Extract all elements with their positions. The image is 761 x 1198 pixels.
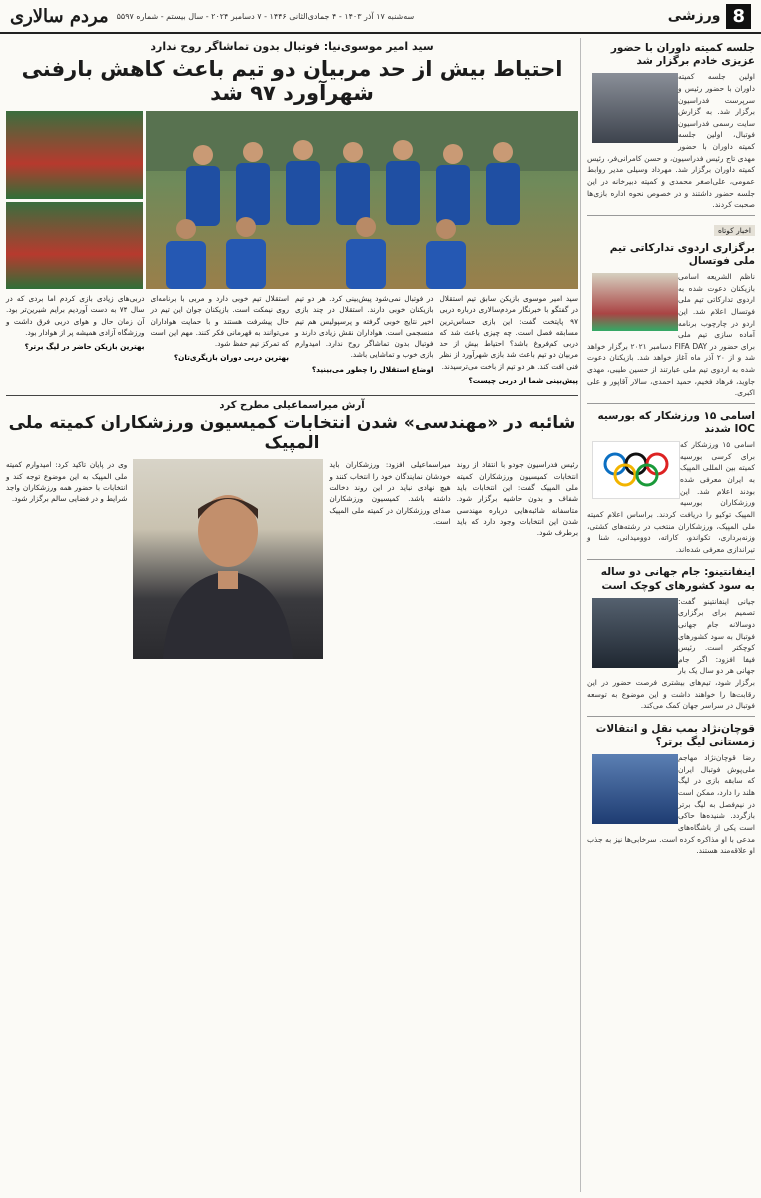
sidebar-story-title: برگزاری اردوی تدارکاتی تیم ملی فوتسال [609,241,755,267]
article-column [6,459,127,659]
portrait-photo [133,459,323,659]
sidebar-story-title: اسامی ۱۵ ورزشکار که بورسیه IOC شدند [597,409,755,435]
interview-question: بهترین دربی دوران بازیگری‌تان؟ [173,353,289,363]
article-column [329,459,450,659]
article-paragraph: میراسماعیلی افزود: ورزشکاران باید خودشان نمایندگان خود را انتخاب کنند و هیچ نهادی نباید در این روند دخالت داشته باشد. کمیسیون ورزشکاران صدای ورزشکاران در کمیته ملی المپیک است. [329,460,451,526]
article-kicker: سید امیر موسوی‌نیا: فوتبال بدون تماشاگر روح ندارد [150,40,434,53]
sidebar-story-text: ناظم الشریعه اسامی بازیکنان دعوت شده به اردوی تدارکاتی تیم ملی فوتسال اعلام شد. این اردو در چارچوب برنامه آماده سازی تیم ملی برای حضور در FIFA DAY دسامبر ۲۰۲۱ برگزار خواهد شد و از ۲۰ آذر ماه آغاز خواهد شد. بازیکنان دعوت شده به اردوی تیم ملی عبارتند از حسین طیبی، مهدی جاوید، فرهاد فخیم، حمید احمدی، سالار آقاپور و علی اکبری. [587,272,756,398]
sidebar-story-photo [592,598,678,668]
article-paragraph: دربی‌های زیادی بازی کردم اما بردی که در سال ۷۴ به دست آوردیم برایم شیرین‌تر بود. آن زمان حال و هوای دربی فرق داشت و ورزشگاه آزادی همیشه پر از هوادار بود. [6,294,145,337]
sidebar-story-title: جلسه کمیته داوران با حضور عزیزی خادم برگزار شد [610,42,755,68]
sidebar-story-title: اینفانتینو: جام جهانی دو ساله به سود کشورهای کوچک است [600,566,755,592]
team-photo-red [6,202,143,290]
news-brief-box [587,215,755,399]
news-brief-tag: اخبار کوتاه [714,225,755,236]
interview-question: اوضاع استقلال را چطور می‌بینید؟ [311,364,434,374]
olympic-rings-icon [593,442,679,498]
article-columns [6,293,578,389]
news-brief-box [587,559,755,712]
article-paragraph: سید امیر موسوی بازیکن سابق تیم استقلال در گفتگو با خبرنگار مردم‌سالاری درباره دربی ۹۷ پایتخت گفت: این بازی حساس‌ترین مسابقه فصل است. چه چیزی باعث شد که دربی کم‌فروغ باشد؟ احتیاط بیش از حد مربیان دو تیم باعث شد بازی شهرآورد از نظر فنی افت کند. هر دو تیم از باخت می‌ترسیدند. [439,294,578,371]
article-body [6,459,578,659]
sidebar-story-title: قوچان‌نژاد بمب نقل و انتقالات زمستانی لیگ برتر؟ [595,722,755,748]
article-column [457,459,578,659]
sidebar-story-text: اسامی ۱۵ ورزشکار که برای کرسی بورسیه کمیته بین المللی المپیک به ایران معرفی شده بودند اعلام شد. این ورزشکاران بورسیه المپیک توکیو را دریافت کردند. براساس اعلام کمیته ملی المپیک، ورزشکاران منتخب در رشته‌های کشتی، وزنه‌برداری، تکواندو، کاراته، دوومیدانی، شنا و تیراندازی معرفی شده‌اند. [587,440,756,554]
article-paragraph: وی در پایان تاکید کرد: امیدوارم کمیته ملی المپیک به این موضوع توجه کند و انتخابات با حضور همه ورزشکاران واجد شرایط و در فضایی سالم برگزار شود. [6,460,128,504]
article-column [6,293,145,389]
article-paragraph: در فوتبال نمی‌شود پیش‌بینی کرد. هر دو تیم بازیکنان خوبی دارند. استقلال در چند بازی اخیر نتایج خوبی گرفته و پرسپولیس هم تیم منسجمی است. هواداران نقش زیادی دارند و فوتبال بدون تماشاگر روح ندارد. امیدوارم بازی خوب و تماشایی باشد. [295,294,434,360]
sidebar-story-photo [592,273,678,331]
interview-question: بهترین بازیکن حاضر در لیگ برتر؟ [24,342,145,352]
section-name: ورزشی [667,8,721,24]
article-column [440,293,579,389]
article-headline: شائبه در «مهندسی» شدن انتخابات کمیسیون ورزشکاران کمیته ملی المپیک [8,413,576,454]
team-photo-figures [146,111,578,289]
sidebar-story-text: جیانی اینفانتینو گفت: تصمیم برای برگزاری دوسالانه جام جهانی فوتبال به سود کشورهای کوچکتر است. رئیس فیفا افزود: اگر جام جهانی هر دو سال یک بار برگزار شود، تیم‌های بیشتری فرصت حضور در این رقابت‌ها را خواهند داشت و این موضوع به توسعه فوتبال در سراسر جهان کمک می‌کند. [587,596,755,711]
article-headline: احتیاط بیش از حد مربیان دو تیم باعث کاهش بارفنی شهرآورد ۹۷ شد [21,57,563,105]
sidebar-story-text: رضا قوچان‌نژاد مهاجم ملی‌پوش فوتبال ایران که سابقه بازی در لیگ هلند را دارد، ممکن است در نیم‌فصل به لیگ برتر بازگردد. شنیده‌ها حاکی است یکی از باشگاه‌های مدعی با او مذاکره کرده است. سرخابی‌ها نیز به جذب او علاقه‌مند هستند. [587,753,755,856]
page-number: 8 [726,4,751,29]
interview-question: پیش‌بینی شما از دربی چیست؟ [468,376,578,386]
masthead [0,0,761,34]
article-kicker: آرش میراسماعیلی مطرح کرد [219,400,365,412]
article-paragraph: رئیس فدراسیون جودو با انتقاد از روند انتخابات کمیسیون ورزشکاران کمیته ملی المپیک گفت: این انتخابات باید شفاف و بدون حاشیه برگزار شود. متاسفانه شائبه‌هایی درباره مهندسی شدن این انتخابات وجود دارد که باید برطرف شود. [456,460,578,538]
hero-side-photos [6,111,143,289]
team-photo-red [6,111,143,199]
article-paragraph: استقلال تیم خوبی دارد و مربی با برنامه‌ای روی نیمکت است. بازیکنان جوان این تیم در حال پیشرفت هستند و با حمایت هواداران می‌توانند به قهرمانی فکر کنند. مهم این است که تمرکز تیم حفظ شود. [150,294,289,349]
sidebar-story-text: اولین جلسه کمیته داوران با حضور رئیس و سرپرست فدراسیون برگزار شد. به گزارش سایت رسمی فدراسیون فوتبال، اولین جلسه کمیته داوران با حضور مهدی تاج رئیس فدراسیون، و حسن کامرانی‌فر، رئیس کمیته داوران برگزار شد. مهرداد وسیلی مدیر روابط عمومی، علی‌اصغر محمدی و کمیته دبیرخانه در این جلسه حضور داشتند و در خصوص نحوه اداره بازی‌ها صحبت کردند. [587,72,755,210]
hero-photo-area [6,111,578,289]
article-column [295,293,434,389]
newspaper-title: مردم سالاری [10,5,109,27]
sidebar-story-photo [592,754,678,824]
olympic-rings-image [592,441,680,499]
portrait-figure [133,459,323,659]
news-brief-box [587,716,755,857]
article-column [151,293,290,389]
sidebar-news [580,38,755,1192]
sidebar-story-photo [592,73,678,143]
team-photo [146,111,578,289]
section-badge [668,4,751,29]
main-content [6,38,578,1192]
issue-info: سه‌شنبه ۱۷ آذر ۱۴۰۳ - ۴ جمادی‌الثانی ۱۴۴۶ - ۷ دسامبر ۲۰۲۴ - سال بیستم - شماره ۵۵۹۷ [116,11,415,21]
news-brief-box [587,403,755,556]
section-divider [6,395,578,396]
